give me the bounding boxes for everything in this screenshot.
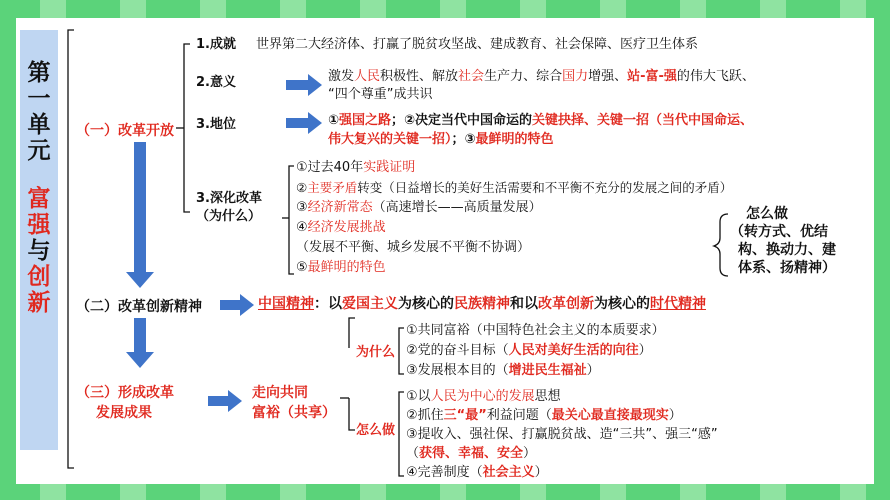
why-label: 为什么 [356,345,396,360]
common-wealth-1: 走向共同 [252,385,308,401]
deepen-1b: 实践证明 [363,160,416,175]
meaning-1b: 人民 [354,69,381,84]
how-row-5 [406,464,548,481]
status-1b: 强国之路 [339,113,392,128]
how-label: 怎么做 [356,423,396,438]
spirit-d: 为核心的 [398,296,454,312]
deepen-row-3 [296,199,542,216]
main-brace [68,30,74,468]
spirit-i: 时代精神 [650,296,706,312]
how-brace [399,392,404,476]
deepen-1a: ①过去40年 [296,160,364,175]
item-achievement-head: 1.成就 [196,37,236,52]
how3-4a: （ [406,446,420,461]
status-2c: 最鲜明的特色 [475,132,554,147]
sec2-label: （二）改革创新精神 [76,299,202,315]
how3-5b: 社会主义 [482,465,535,480]
arrow-status [286,112,322,134]
how-row-2 [406,407,682,424]
how3-2b: 三“最” [443,408,487,423]
why-row-2 [406,342,652,359]
how-title: 怎么做 [746,206,788,222]
how3-1c: 思想 [534,389,561,404]
deepen-4a: ④ [296,220,308,235]
spirit-b: ：以 [314,296,342,312]
status-1d: 关键抉择、关键一招（当代中国命运、 [532,113,754,128]
deepen-6a: ⑤ [296,260,308,275]
arrow-spirit [220,294,254,316]
how3-4b: 获得、幸福、安全 [419,446,524,461]
unit-subtitle-b: 与 [27,238,51,264]
how-row-3: ③提收入、强社保、打赢脱贫战、造“三共”、强三“感” [406,427,718,442]
spirit-f: 和以 [510,296,538,312]
status-2b: ；③ [451,132,476,147]
item-deepen-why: （为什么） [196,209,262,224]
why-row-1: ①共同富裕（中国特色社会主义的本质要求） [406,323,665,338]
item-status-head: 3.地位 [196,117,236,132]
spirit-line [258,296,706,313]
arrow-down-1 [126,142,154,288]
how3-2a: ②抓住 [406,408,444,423]
meaning-line-1 [328,68,755,85]
status-line-1 [328,112,753,129]
arrow-meaning [286,74,322,96]
why-row-3 [406,362,600,379]
item-achievement-text: 世界第二大经济体、打赢了脱贫攻坚战、建成教育、社会保障、医疗卫生体系 [256,37,699,52]
sec3-label-1: （三）形成改革 [76,385,174,401]
deepen-row-2 [296,179,732,196]
deepen-2b: 主要矛盾 [307,180,358,195]
unit-subtitle-c: 创新 [27,264,51,316]
status-line-2 [328,131,554,148]
status-1a: ① [328,113,340,128]
deepen-3b: 经济新常态 [307,200,373,215]
sec1-label: （一）改革开放 [76,123,174,139]
mind-map-canvas [16,18,874,484]
deepen-row-4 [296,219,386,236]
sec3-label-2: 发展成果 [96,405,152,421]
sec3-brace-top [349,318,355,348]
spirit-c: 爱国主义 [342,296,398,312]
sec1-brace [184,44,190,212]
meaning-1i: 的伟大飞跃、 [676,69,755,84]
deepen-brace [289,166,294,274]
arrow-common [208,390,242,412]
spirit-e: 民族精神 [454,296,510,312]
how3-2e: ） [668,408,682,423]
arrow-down-2 [126,318,154,368]
deepen-4b: 经济发展挑战 [307,220,386,235]
how3-4c: ） [523,446,537,461]
deepen-2c: 转变（日益增长的美好生活需要和不平衡不充分的发展之间的矛盾） [357,180,733,195]
spirit-a: 中国精神 [258,296,314,312]
deepen-row-5: （发展不平衡、城乡发展不平衡不协调） [296,240,531,255]
how3-1a: ①以 [406,389,431,404]
item-deepen-head: 3.深化改革 [196,191,262,206]
status-1c: ；②决定当代中国命运的 [391,113,533,128]
deepen-2a: ② [296,180,308,195]
meaning-1a: 激发 [328,69,355,84]
meaning-line-2: “四个尊重”成共识 [328,87,433,102]
deepen-3c: （高速增长——高质量发展） [372,200,542,215]
item-meaning-head: 2.意义 [196,75,236,90]
meaning-1d: 社会 [458,69,485,84]
how3-2c: 利益问题（ [486,408,552,423]
how-line-1: （转方式、优结 [730,224,828,240]
why-2c: ） [638,343,652,358]
status-2a: 伟大复兴的关键一招） [328,132,452,147]
spirit-g: 改革创新 [538,296,594,312]
why-3c: ） [586,363,600,378]
why-3a: ③发展根本目的（ [406,363,509,378]
spirit-h: 为核心的 [594,296,650,312]
how-line-3: 体系、扬精神） [738,260,836,276]
sec3-brace-bottom [349,398,355,430]
meaning-1c: 积极性、解放 [380,69,459,84]
how3-1b: 人民为中心的发展 [430,389,535,404]
common-wealth-2: 富裕（共享） [252,405,336,421]
why-brace [399,328,404,374]
why-2b: 人民对美好生活的向往 [508,343,639,358]
how-row-4 [406,445,536,462]
how-row-1 [406,388,561,405]
how3-5c: ） [534,465,548,480]
meaning-1g: 增强、 [588,69,628,84]
meaning-1h: 站-富-强 [627,69,677,84]
unit-subtitle-a: 富强 [27,186,51,238]
unit-title: 第一单元 [27,60,51,164]
why-3b: 增进民生福祉 [508,363,587,378]
how3-2d: 最关心最直接最现实 [551,408,669,423]
how-curly-brace [714,214,728,276]
deepen-6b: 最鲜明的特色 [307,260,386,275]
how3-5a: ④完善制度（ [406,465,483,480]
meaning-1f: 国力 [562,69,589,84]
how-line-2: 构、换动力、建 [738,242,836,258]
deepen-row-1 [296,159,415,176]
meaning-1e: 生产力、综合 [484,69,563,84]
why-2a: ②党的奋斗目标（ [406,343,509,358]
deepen-3a: ③ [296,200,308,215]
deepen-row-6 [296,259,386,276]
